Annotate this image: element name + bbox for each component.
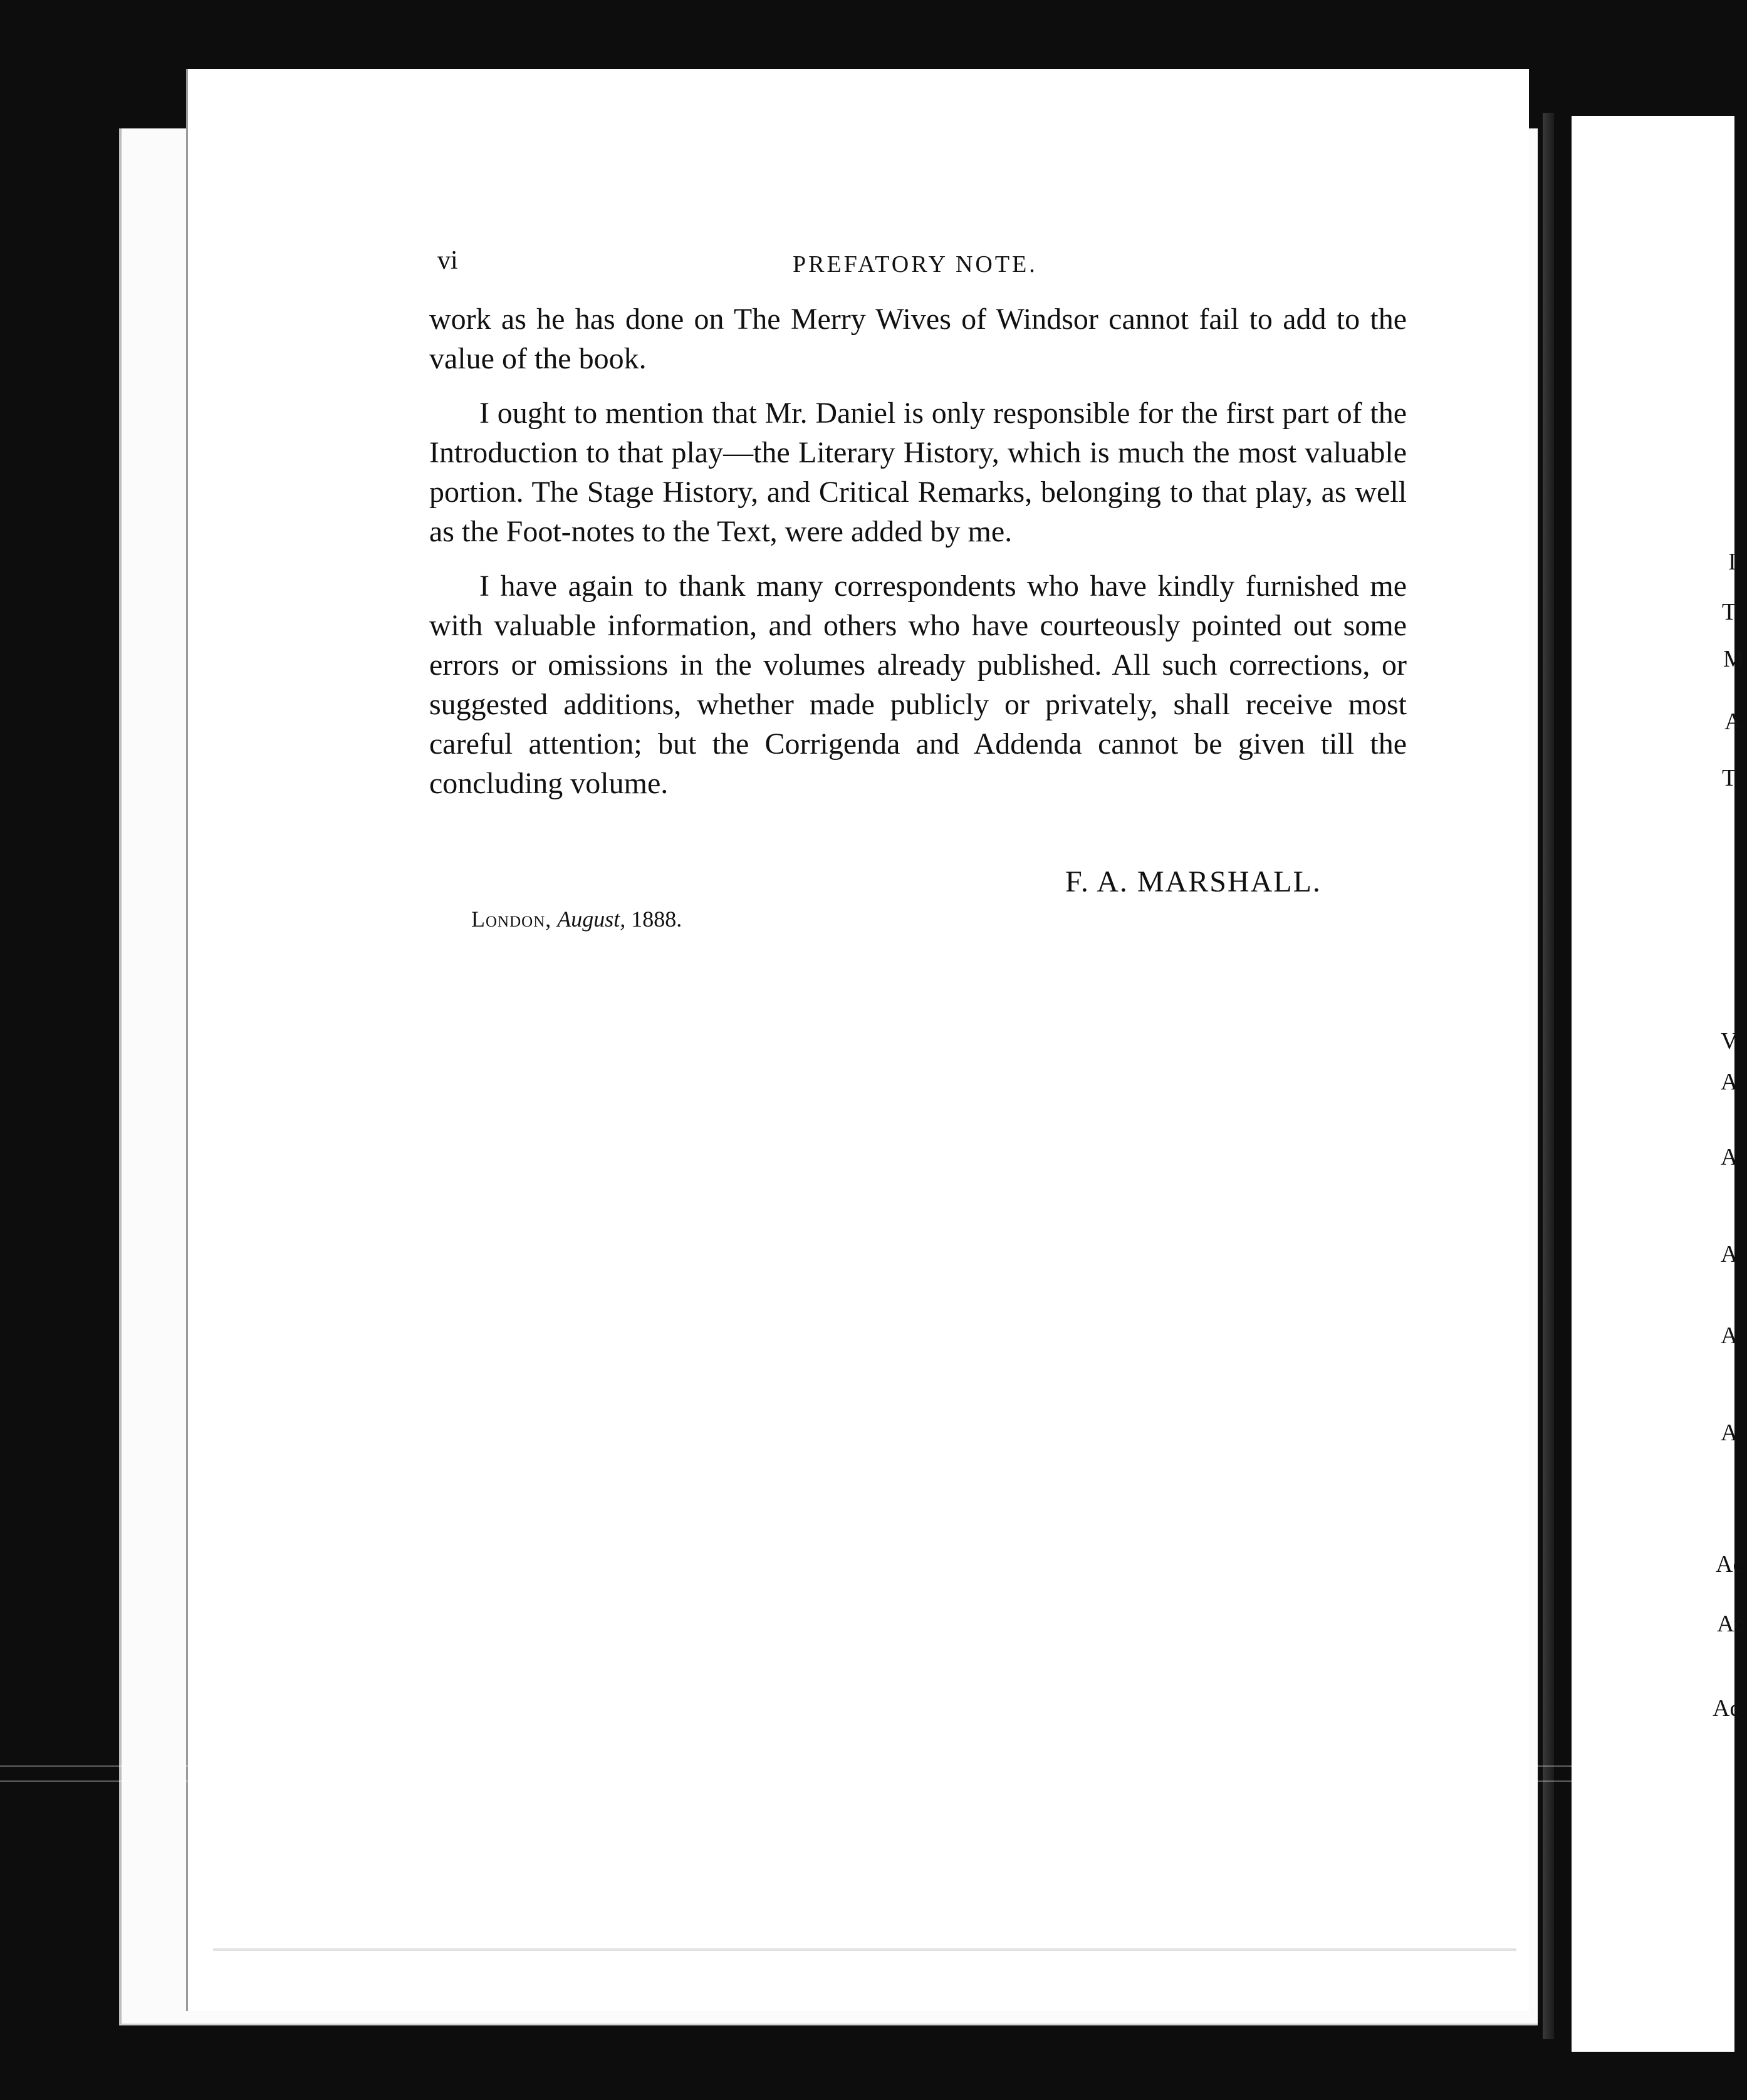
facing-page-letter: A xyxy=(1724,709,1742,735)
dateline-place: London, xyxy=(471,907,552,932)
dateline-month: August, xyxy=(557,907,626,932)
author-signature: F. A. MARSHALL. xyxy=(1065,865,1322,898)
facing-page-letter: I xyxy=(1728,549,1736,575)
paragraph: I ought to mention that Mr. Daniel is only responsible for the first part of the Introduction to that play—the Literary History, which is much the most valuable portion. The Stage History, and Critical Remarks, belonging to that play, as well as the Foot-notes to the Text, were added by me. xyxy=(429,397,1407,548)
paragraph: I have again to thank many correspondents who have kindly furnished me with valuable information, and others who have courteously pointed out some errors or omissions in the volumes already published. All such corrections, or suggested additions, whether made publicly or privately, shall receive most careful attention; but the Corrigenda and Addenda cannot be given till the concluding volume. xyxy=(429,569,1407,800)
facing-page-letter: A xyxy=(1721,1069,1738,1095)
paragraph: work as he has done on The Merry Wives of Windsor cannot fail to add to the value of the book. xyxy=(429,303,1407,375)
facing-page xyxy=(1572,116,1745,2052)
running-head: PREFATORY NOTE. xyxy=(793,251,1038,278)
page-number: vi xyxy=(437,246,458,275)
facing-page-letter: M xyxy=(1723,646,1744,672)
page-bottom-shadow xyxy=(213,1948,1516,1951)
facing-page-letter: A xyxy=(1721,1241,1738,1267)
facing-page-letter: Ac xyxy=(1716,1551,1744,1578)
scan-artifact-line xyxy=(0,1765,1734,1767)
facing-page-letter: A xyxy=(1721,1144,1738,1170)
facing-page-letter: T xyxy=(1722,599,1737,625)
dateline xyxy=(471,906,682,932)
facing-page-letter: Ac xyxy=(1717,1611,1745,1637)
dateline-year: 1888. xyxy=(631,907,682,932)
facing-page-letter: V xyxy=(1721,1028,1738,1054)
facing-page-letter: Ac xyxy=(1713,1695,1741,1722)
body-text xyxy=(429,299,1407,818)
facing-page-letter: T xyxy=(1722,765,1737,791)
facing-page-letter: A xyxy=(1721,1323,1738,1349)
scan-artifact-line xyxy=(0,1780,1734,1782)
book-gutter xyxy=(1543,113,1554,2039)
facing-page-letter: A xyxy=(1721,1420,1738,1446)
